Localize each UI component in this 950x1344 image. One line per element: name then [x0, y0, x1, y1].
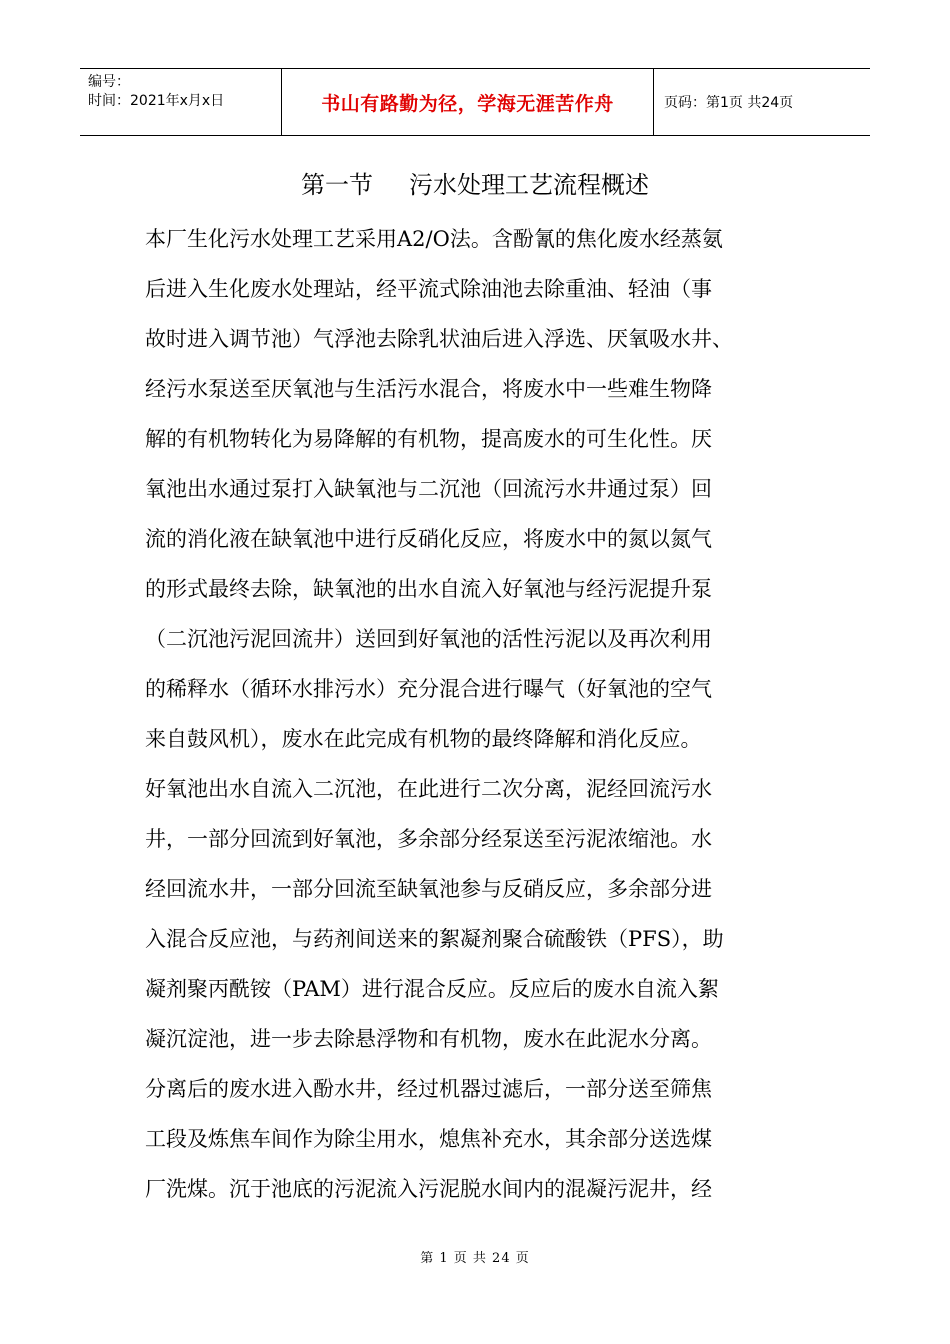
body-line: 经回流水井，一部分回流至缺氧池参与反硝反应，多余部分进 — [145, 877, 712, 901]
body-line: 本厂生化污水处理工艺采用A2/O法。含酚氰的焦化废水经蒸氨 — [145, 227, 723, 251]
body-line: 来自鼓风机），废水在此完成有机物的最终降解和消化反应。 — [145, 727, 702, 751]
body-line: （二沉池污泥回流井）送回到好氧池的活性污泥以及再次利用 — [145, 627, 712, 651]
header-meta-cell — [80, 69, 282, 135]
body-paragraph — [145, 214, 810, 1214]
body-line: 经污水泵送至厌氧池与生活污水混合，将废水中一些难生物降 — [145, 377, 712, 401]
section-heading: 污水处理工艺流程概述 — [409, 171, 649, 199]
body-line: 的形式最终去除，缺氧池的出水自流入好氧池与经污泥提升泵 — [145, 577, 712, 601]
section-number: 第一节 — [301, 171, 373, 199]
header-table — [80, 68, 870, 136]
body-line: 凝剂聚丙酰铵（PAM）进行混合反应。反应后的废水自流入絮 — [145, 977, 719, 1001]
section-title — [0, 168, 950, 202]
page-footer — [0, 1247, 950, 1266]
header-motto: 书山有路勤为径，学海无涯苦作舟 — [321, 92, 614, 115]
document-time-label: 时间：2021年x月x日 — [88, 93, 225, 109]
footer-page-number: 第 1 页 共 24 页 — [420, 1251, 530, 1266]
body-line: 工段及炼焦车间作为除尘用水，熄焦补充水，其余部分送选煤 — [145, 1127, 712, 1151]
body-line: 的稀释水（循环水排污水）充分混合进行曝气（好氧池的空气 — [145, 677, 712, 701]
header-page-cell — [654, 69, 870, 135]
body-line: 解的有机物转化为易降解的有机物，提高废水的可生化性。厌 — [145, 427, 712, 451]
document-number-label: 编号： — [88, 74, 130, 90]
body-line: 故时进入调节池）气浮池去除乳状油后进入浮选、厌氧吸水井、 — [145, 327, 733, 351]
body-line: 好氧池出水自流入二沉池，在此进行二次分离，泥经回流污水 — [145, 777, 712, 801]
body-line: 厂洗煤。沉于池底的污泥流入污泥脱水间内的混凝污泥井，经 — [145, 1177, 712, 1201]
header-page-info: 页码：第1页 共24页 — [664, 95, 794, 111]
body-line: 入混合反应池，与药剂间送来的絮凝剂聚合硫酸铁（PFS），助 — [145, 927, 724, 951]
body-line: 流的消化液在缺氧池中进行反硝化反应，将废水中的氮以氮气 — [145, 527, 712, 551]
body-line: 氧池出水通过泵打入缺氧池与二沉池（回流污水井通过泵）回 — [145, 477, 712, 501]
body-line: 井，一部分回流到好氧池，多余部分经泵送至污泥浓缩池。水 — [145, 827, 712, 851]
body-line: 后进入生化废水处理站，经平流式除油池去除重油、轻油（事 — [145, 277, 712, 301]
body-line: 凝沉淀池，进一步去除悬浮物和有机物，废水在此泥水分离。 — [145, 1027, 712, 1051]
header-motto-cell — [282, 69, 654, 135]
body-line: 分离后的废水进入酚水井，经过机器过滤后，一部分送至筛焦 — [145, 1077, 712, 1101]
